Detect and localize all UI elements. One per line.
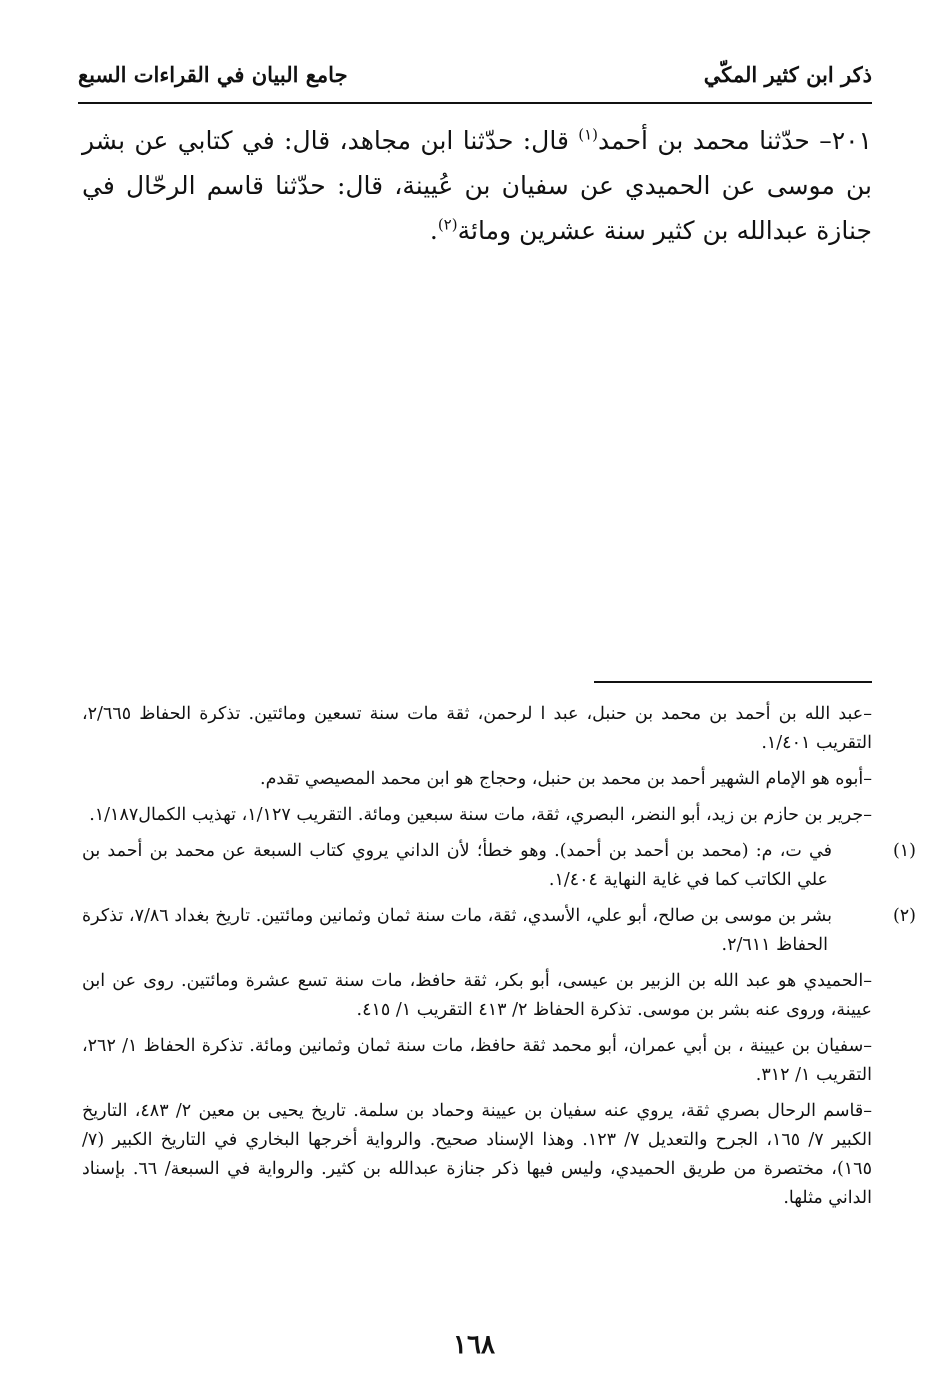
footnote-1 xyxy=(82,837,916,895)
book-title: جامع البيان في القراءات السبع xyxy=(78,62,348,87)
chapter-title: ذكر ابن كثير المكّي xyxy=(703,62,872,87)
footnote-note: –سفيان بن عيينة ، بن أبي عمران، أبو محمد ثقة حافظ، مات سنة ثمان وثمانين ومائة. تذكرة الحفاظ ١/ ٢٦٢، التقريب ١/ ٣١٢. xyxy=(82,1036,872,1085)
footnote-note: –جرير بن حازم بن زيد، أبو النضر، البصري، ثقة، مات سنة سبعين ومائة. التقريب ١/١٢٧، تهذيب الكمال١/١٨٧. xyxy=(89,805,872,825)
page-number: ١٦٨ xyxy=(453,1330,495,1360)
footnote-note: –الحميدي هو عبد الله بن الزبير بن عيسى، أبو بكر، ثقة حافظ، مات سنة تسع عشرة ومائتين. روى عن ابن عيينة، وروى عنه بشر بن موسى. تذكرة الحفاظ ٢/ ٤١٣ التقريب ١/ ٤١٥. xyxy=(82,971,872,1020)
main-paragraph xyxy=(82,118,872,253)
paragraph-end: . xyxy=(429,216,438,245)
footnote-ref-1[interactable]: (١) xyxy=(578,125,599,144)
running-header xyxy=(78,58,872,98)
footnote-text: بشر بن موسى بن صالح، أبو علي، الأسدي، ثقة، مات سنة ثمان وثمانين ومائتين. تاريخ بغداد ٧/٨٦، تذكرة الحفاظ ٢/٦١١. xyxy=(82,906,832,955)
footnote-marker: (٢) xyxy=(892,906,916,926)
paragraph-middle: قال: حدّثنا ابن مجاهد، قال: في كتابي عن بشر بن موسى عن الحميدي عن سفيان بن عُيينة، قال: حدّثنا قاسم الرحّال في جنازة عبدالله بن كثير سنة عشرين ومائة xyxy=(82,126,872,245)
footnote-note: –أبوه هو الإمام الشهير أحمد بن محمد بن حنبل، وحجاج هو ابن محمد المصيصي تقدم. xyxy=(260,769,872,789)
footnote-text: في ت، م: (محمد بن أحمد بن أحمد). وهو خطأ؛ لأن الداني يروي كتاب السبعة عن محمد بن أحمد بن علي الكاتب كما في غاية النهاية ١/٤٠٤. xyxy=(82,841,832,890)
footnote-note: –قاسم الرحال بصري ثقة، يروي عنه سفيان بن عيينة وحماد بن سلمة. تاريخ يحيى بن معين ٢/ ٤٨٣، التاريخ الكبير ٧/ ١٦٥، الجرح والتعديل ٧/ ١٢٣. وهذا الإسناد صحيح. والرواية أخرجها البخاري في التاريخ الكبير (٧/ ١٦٥)، مختصرة من طريق الحميدي، وليس فيها ذكر جنازة عبدالله بن كثير. والرواية في السبعة/ ٦٦. بإسناد الداني مثلها. xyxy=(82,1101,872,1208)
footnotes-section xyxy=(82,700,916,1220)
header-divider xyxy=(78,102,872,104)
footnote-note: –عبد الله بن أحمد بن محمد بن حنبل، عبد ا لرحمن، ثقة مات سنة تسعين ومائتين. تذكرة الحفاظ ٢/٦٦٥، التقريب ١/٤٠١. xyxy=(82,704,872,753)
footnote-marker: (١) xyxy=(892,841,916,861)
paragraph-start: ٢٠١– حدّثنا محمد بن أحمد xyxy=(598,126,872,155)
footnote-ref-2[interactable]: (٢) xyxy=(437,215,458,234)
footnote-divider xyxy=(594,681,872,683)
footnote-2 xyxy=(82,902,916,960)
